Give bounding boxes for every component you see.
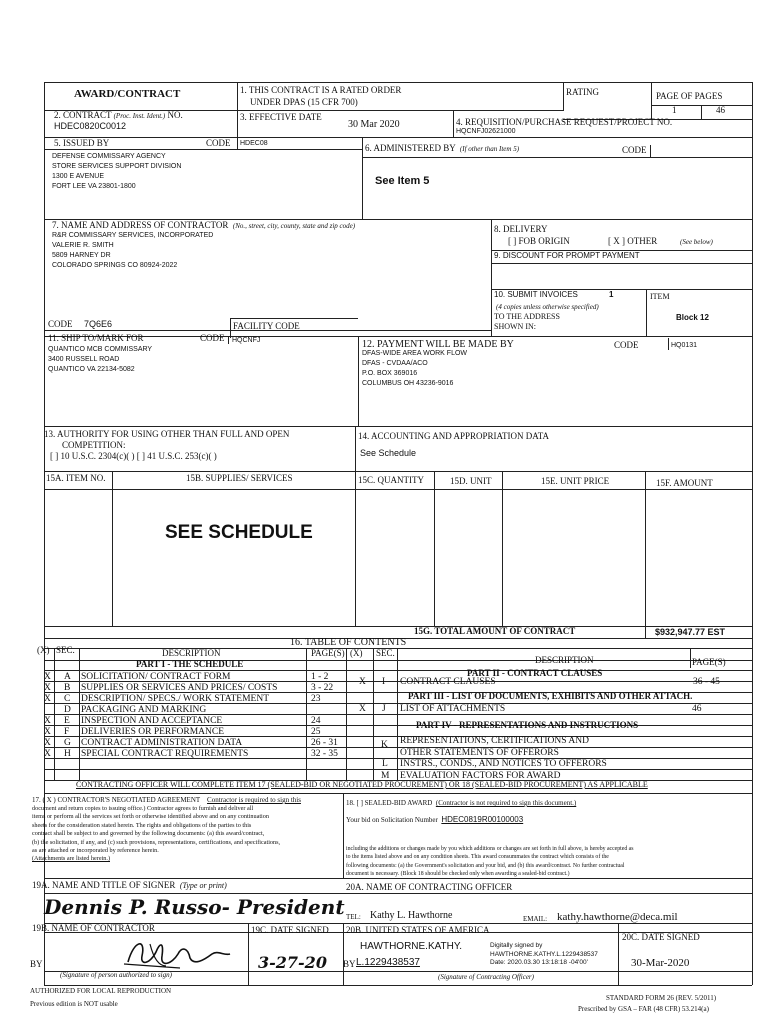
block-12-label: 12. PAYMENT WILL BE MADE BY <box>362 339 514 350</box>
contract-number: HDEC0820C0012 <box>54 121 127 131</box>
contractor-address: R&R COMMISSARY SERVICES, INCORPORATED VALERIE R. SMITH 5809 HARNEY DR COLORADO SPRINGS CO 80924-2022 <box>52 232 214 269</box>
toc-sec: D <box>64 705 71 715</box>
toc-row-e <box>0 716 350 727</box>
page-of-pages-label: PAGE OF PAGES <box>656 91 723 101</box>
effective-date: 30 Mar 2020 <box>348 119 400 130</box>
toc-sec: A <box>64 672 71 682</box>
col-unit: 15D. UNIT <box>450 476 492 486</box>
toc-desc: SUPPLIES OR SERVICES AND PRICES/ COSTS <box>81 683 278 693</box>
item-label: ITEM <box>650 292 670 301</box>
part-4-heading: PART IV - REPRESENTATIONS AND INSTRUCTIONS <box>416 720 639 730</box>
toc-pages: 26 - 31 <box>311 738 338 748</box>
block-1-label: 1. THIS CONTRACT IS A RATED ORDER <box>240 85 402 95</box>
contractor-signature <box>120 934 245 972</box>
block-19c-label: 19C. DATE SIGNED <box>251 925 329 935</box>
facility-code-label: FACILITY CODE <box>233 321 300 331</box>
toc-desc: SPECIAL CONTRACT REQUIREMENTS <box>81 749 249 759</box>
toc-row-l: L INSTRS., CONDS., AND NOTICES TO OFFERORS <box>382 759 607 769</box>
toc-check: X <box>44 694 51 704</box>
block-13-label: 13. AUTHORITY FOR USING OTHER THAN FULL AND OPEN <box>44 429 290 439</box>
toc-pages: 25 <box>311 727 321 737</box>
block-8-label: 8. DELIVERY <box>494 224 548 234</box>
toc-sec: C <box>64 694 71 704</box>
tel-label: TEL: <box>346 913 361 921</box>
toc-pages: 23 <box>311 694 321 704</box>
toc-desc: DESCRIPTION/ SPECS./ WORK STATEMENT <box>81 694 270 704</box>
toc-check: X <box>44 749 51 759</box>
col-quantity: 15C. QUANTITY <box>358 475 424 485</box>
block-17-text: document and return copies to issuing office.) Contractor agrees to furnish and deliver all items or perform all the services set forth or otherwise identified above and on any continuation sheets for the consideration stated herein. The rights and obligations of the parties to this contract shall be subject to and governed by the following documents: (a) this award/contract, (b) the solicitation, if any, and (c) such provisions, representations, certifications, and specifications, as are attached or incorporated by reference herein. (Attachments are listed herein.) <box>32 805 281 863</box>
code-label-6: CODE <box>622 145 647 155</box>
toc-check: X <box>44 716 51 726</box>
rating-label: RATING <box>566 87 599 97</box>
payment-code: HQ0131 <box>671 342 698 349</box>
block-20a-label: 20A. NAME OF CONTRACTING OFFICER <box>346 882 513 892</box>
block-13-authority: [ ] 10 U.S.C. 2304(c)( ) [ ] 41 U.S.C. 253(c)( ) <box>50 451 217 461</box>
block-18-bid: Your bid on Solicitation Number HDEC0819R00100003 <box>346 815 524 824</box>
contractor-code: 7Q6E6 <box>84 319 113 329</box>
code-label-11: CODE <box>200 333 225 343</box>
block-20b-label: 20B. UNITED STATES OF AMERICA <box>346 925 490 935</box>
co-signature-note: (Signature of Contracting Officer) <box>438 973 534 981</box>
code-label-7: CODE <box>48 319 73 329</box>
toc-pages: 32 - 35 <box>311 749 338 759</box>
total-pages: 46 <box>716 105 725 115</box>
toc-check: X <box>44 672 51 682</box>
toc-sec-header: SEC. <box>56 645 75 655</box>
block-20c-label: 20C. DATE SIGNED <box>622 932 700 942</box>
part-2-heading: PART II - CONTRACT CLAUSES <box>467 668 603 678</box>
digital-signature-name-1: HAWTHORNE.KATHY. <box>360 941 463 952</box>
contracting-officer-date: 30-Mar-2020 <box>631 957 690 969</box>
page-number: 1 <box>672 105 677 115</box>
standard-form-number: STANDARD FORM 26 (REV. 5/2011) <box>606 994 717 1002</box>
invoice-copies: 1 <box>609 290 614 299</box>
block-9-label: 9. DISCOUNT FOR PROMPT PAYMENT <box>494 251 640 260</box>
block-10-label: 10. SUBMIT INVOICES <box>494 290 578 299</box>
by-label-20: BY <box>343 959 356 969</box>
toc-desc-header-2: DESCRIPTION <box>535 655 594 665</box>
toc-row-j: X J LIST OF ATTACHMENTS 46 <box>359 704 702 714</box>
toc-desc: SOLICITATION/ CONTRACT FORM <box>81 672 231 682</box>
invoice-block: Block 12 <box>676 313 709 322</box>
col-amount: 15F. AMOUNT <box>656 478 713 488</box>
issued-by-code: HDEC08 <box>240 140 268 147</box>
toc-pages-header-2: PAGE(S) <box>692 657 726 667</box>
toc-sec: B <box>64 683 71 693</box>
toc-x-header-2: (X) <box>350 648 363 658</box>
toc-row-m: M EVALUATION FACTORS FOR AWARD <box>381 771 561 781</box>
block-15g-label: 15G. TOTAL AMOUNT OF CONTRACT <box>414 626 576 636</box>
block-1-dpas: UNDER DPAS (15 CFR 700) <box>250 97 358 107</box>
fob-origin-checkbox[interactable]: [ ] FOB ORIGIN <box>508 236 570 246</box>
signer-name-handwritten: Dennis P. Russo- President <box>44 895 345 919</box>
block-13-competition: COMPETITION: <box>62 440 126 450</box>
toc-pages: 24 <box>311 716 321 726</box>
toc-sec: G <box>64 738 71 748</box>
other-checkbox[interactable]: [ X ] OTHER <box>608 236 658 246</box>
toc-row-i: X I CONTRACT CLAUSES 36 - 45 <box>359 677 720 687</box>
by-label-19: BY <box>30 959 43 969</box>
email-label: EMAIL: <box>523 915 548 923</box>
digital-signature-details: Digitally signed by HAWTHORNE.KATHY.L.1229438537 Date: 2020.03.30 13:18:18 -04'00' <box>490 942 598 966</box>
block-19b-label: 19B. NAME OF CONTRACTOR <box>32 923 155 933</box>
block-3-label: 3. EFFECTIVE DATE <box>240 112 322 122</box>
prescribed-by: Prescribed by GSA – FAR (48 CFR) 53.214(a) <box>578 1005 709 1013</box>
block-17-label: 17. ( X ) CONTRACTOR'S NEGOTIATED AGREEMENT Contractor is required to sign this <box>32 796 301 804</box>
contracting-officer-instruction: CONTRACTING OFFICER WILL COMPLETE ITEM 17 (SEALED-BID OR NEGOTIATED PROCUREMENT) OR 18 (SEALED-BID PROCUREMENT) AS APPLICABLE <box>76 780 648 789</box>
block-5-label: 5. ISSUED BY <box>54 138 110 148</box>
toc-sec: F <box>64 727 70 737</box>
block-11-label: 11. SHIP TO/MARK FOR <box>48 333 144 343</box>
toc-desc: PACKAGING AND MARKING <box>81 705 207 715</box>
contractor-date-signed: 3-27-20 <box>258 953 327 972</box>
code-label-12: CODE <box>614 340 639 350</box>
block-16-label: 16. TABLE OF CONTENTS <box>290 637 407 648</box>
part-1-heading: PART I - THE SCHEDULE <box>136 659 244 669</box>
block-10-to-address: TO THE ADDRESS <box>494 312 560 321</box>
toc-sec: H <box>64 749 71 759</box>
block-2-label: 2. CONTRACT (Proc. Inst. Ident.) NO. <box>54 110 183 120</box>
code-label-5: CODE <box>206 138 231 148</box>
administered-by-value: See Item 5 <box>375 175 430 187</box>
col-item-no: 15A. ITEM NO. <box>46 473 106 483</box>
ship-to-code: HQCNFJ <box>232 337 261 344</box>
authorized-reproduction: AUTHORIZED FOR LOCAL REPRODUCTION <box>30 987 172 995</box>
previous-edition-note: Previous edition is NOT usable <box>30 1000 118 1008</box>
toc-desc: CONTRACT ADMINISTRATION DATA <box>81 738 243 748</box>
total-amount: $932,947.77 EST <box>655 627 726 637</box>
block-18-label: 18. [ ] SEALED-BID AWARD (Contractor is not required to sign this document.) <box>346 799 577 807</box>
block-10-copies-note: (4 copies unless otherwise specified) <box>496 303 599 311</box>
block-6-label: 6. ADMINISTERED BY (If other than Item 5) <box>365 143 520 153</box>
block-18-text: including the additions or changes made by you which additions or changes are set forth in full above, is hereby accepted as to the items listed above and on any condition sheets. This award consummates the contract which consists of the following documents: (a) the Government's solicitation and your bid, and (b) this award/contract. No further contractual document is necessary. (Block 18 should be checked only when awarding a sealed-bid contract.) <box>346 846 634 877</box>
toc-pages-header: PAGE(S) <box>311 648 345 658</box>
contracting-officer-name: Kathy L. Hawthorne <box>370 910 453 921</box>
payment-address: DFAS-WIDE AREA WORK FLOW DFAS - CVDAA/ACO P.O. BOX 369016 COLUMBUS OH 43236-9016 <box>362 350 468 387</box>
toc-pages: 1 - 2 <box>311 672 329 682</box>
toc-check: X <box>44 738 51 748</box>
toc-sec-header-2: SEC. <box>376 648 395 658</box>
contracting-officer-email: kathy.hawthorne@deca.mil <box>557 911 678 923</box>
accounting-data: See Schedule <box>360 448 417 458</box>
part-3-heading: PART III - LIST OF DOCUMENTS, EXHIBITS AND OTHER ATTACH. <box>408 691 693 701</box>
block-7-label: 7. NAME AND ADDRESS OF CONTRACTOR (No., street, city, county, state and zip code) <box>52 220 356 230</box>
toc-desc-header: DESCRIPTION <box>162 648 221 658</box>
see-below-note: (See below) <box>680 238 713 246</box>
issued-by-address: DEFENSE COMMISSARY AGENCY STORE SERVICES SUPPORT DIVISION 1300 E AVENUE FORT LEE VA 23801-1800 <box>52 153 182 190</box>
toc-pages: 3 - 22 <box>311 683 334 693</box>
see-schedule-heading: SEE SCHEDULE <box>165 522 313 543</box>
digital-signature-name-2: L.1229438537 <box>356 957 420 968</box>
toc-sec: E <box>64 716 70 726</box>
toc-x-header: (X) <box>37 645 50 655</box>
block-10-shown-in: SHOWN IN: <box>494 322 536 331</box>
toc-desc: INSPECTION AND ACCEPTANCE <box>81 716 223 726</box>
block-14-label: 14. ACCOUNTING AND APPROPRIATION DATA <box>358 431 550 441</box>
toc-desc: DELIVERIES OR PERFORMANCE <box>81 727 225 737</box>
toc-check: X <box>44 683 51 693</box>
col-unit-price: 15E. UNIT PRICE <box>541 476 610 486</box>
form-title: AWARD/CONTRACT <box>74 88 181 100</box>
toc-check: X <box>44 727 51 737</box>
toc-row-k: K REPRESENTATIONS, CERTIFICATIONS AND OTHER STATEMENTS OF OFFERORS <box>381 736 589 758</box>
block-4-label: 4. REQUISITION/PURCHASE REQUEST/PROJECT NO. <box>456 117 673 127</box>
requisition-number: HQCNFJ02621000 <box>456 128 516 135</box>
col-supplies: 15B. SUPPLIES/ SERVICES <box>186 473 293 483</box>
signature-note: (Signature of person authorized to sign) <box>60 971 172 979</box>
ship-to-address: QUANTICO MCB COMMISSARY 3400 RUSSELL ROAD QUANTICO VA 22134-5082 <box>48 346 153 373</box>
block-19a-label: 19A. NAME AND TITLE OF SIGNER (Type or print) <box>32 880 227 890</box>
